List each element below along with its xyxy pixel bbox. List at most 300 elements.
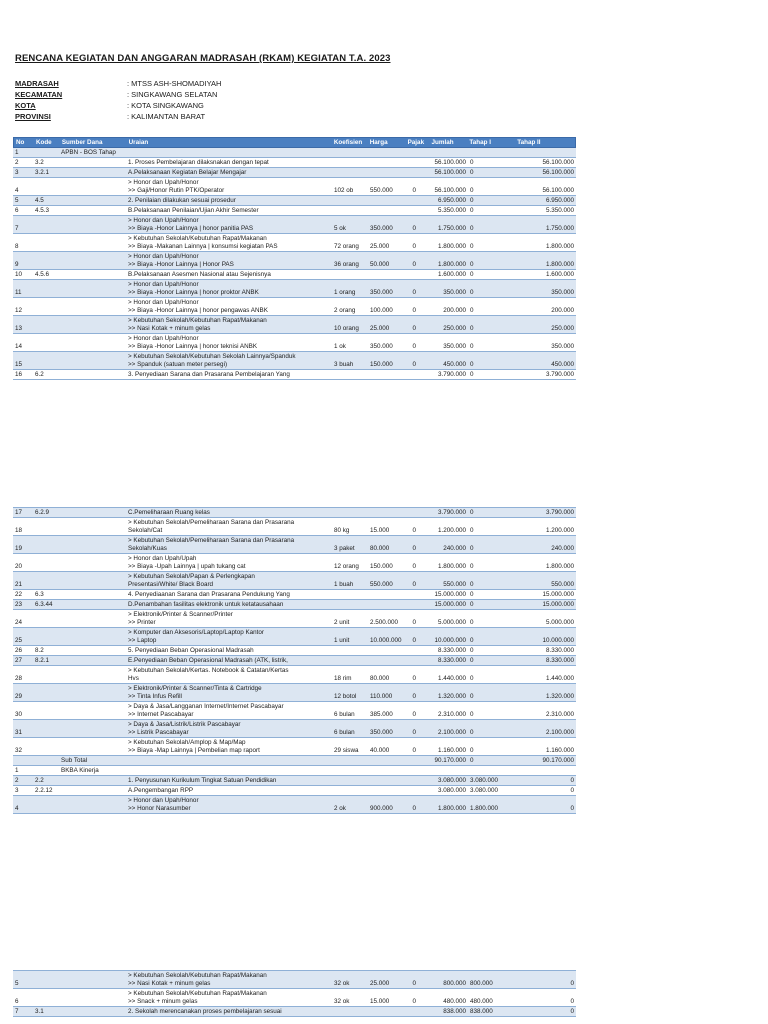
cell-kode: 6.2	[35, 371, 44, 378]
cell-pajak	[406, 508, 418, 517]
cell-sumber-dana	[59, 518, 126, 535]
cell-uraian	[126, 370, 332, 379]
cell-harga	[368, 766, 406, 775]
cell-koefisien: 29 siswa	[334, 747, 359, 754]
cell-koefisien	[332, 646, 368, 655]
cell-tahap-2	[516, 766, 576, 775]
cell-uraian	[126, 206, 332, 215]
cell-no: 12	[15, 307, 23, 314]
uraian-line: 1. Penyusunan Kurikulum Tingkat Satuan Pendidikan	[128, 777, 277, 784]
cell-jumlah: 6.950.000	[437, 197, 466, 204]
cell-uraian	[126, 270, 332, 279]
cell-tahap-1: 0	[470, 693, 474, 700]
cell-tahap-1: 0	[470, 361, 474, 368]
cell-koefisien	[332, 600, 368, 609]
cell-jumlah: 550.000	[443, 581, 466, 588]
cell-kode	[33, 536, 59, 553]
header-koefisien: Koefisien	[333, 139, 363, 146]
cell-uraian	[126, 216, 332, 233]
cell-jumlah: 3.080.000	[437, 787, 466, 794]
cell-harga	[368, 148, 406, 157]
uraian-line: Presentasi/White/ Black Board	[128, 581, 214, 588]
table-row	[13, 206, 576, 216]
cell-uraian	[126, 656, 332, 665]
cell-sumber-dana: BKBA Kinerja	[61, 767, 99, 774]
cell-jumlah: 56.100.000	[434, 187, 466, 194]
table-row	[13, 720, 576, 738]
cell-tahap-2: 56.100.000	[542, 169, 574, 176]
cell-jumlah: 90.170.000	[434, 757, 466, 764]
cell-tahap-2: 5.350.000	[545, 207, 574, 214]
uraian-line: > Elektronik/Printer & Scanner/Printer	[128, 611, 233, 618]
cell-uraian	[126, 572, 332, 589]
cell-harga: 550.000	[370, 187, 393, 194]
cell-harga	[368, 206, 406, 215]
uraian-line: > Kebutuhan Sekolah/Kertas. Notebook & Catatan/Kertas	[128, 667, 289, 674]
cell-no: 13	[15, 325, 23, 332]
cell-koefisien: 1 orang	[334, 289, 356, 296]
cell-tahap-2: 2.100.000	[545, 729, 574, 736]
cell-harga: 385.000	[370, 711, 393, 718]
cell-tahap-2	[516, 148, 576, 157]
cell-koefisien: 10 orang	[334, 325, 359, 332]
cell-sumber-dana	[59, 628, 126, 645]
cell-tahap-1: 0	[470, 307, 474, 314]
table-row	[13, 610, 576, 628]
cell-tahap-1: 0	[470, 581, 474, 588]
cell-pajak	[406, 646, 418, 655]
uraian-line: A.Pengembangan RPP	[128, 787, 194, 794]
cell-uraian	[126, 989, 332, 1006]
cell-tahap-1: 0	[470, 675, 474, 682]
cell-koefisien: 36 orang	[334, 261, 359, 268]
cell-tahap-1: 0	[470, 243, 474, 250]
cell-tahap-2: 1.750.000	[545, 225, 574, 232]
cell-tahap-1: 0	[470, 343, 474, 350]
cell-no: 29	[15, 693, 23, 700]
uraian-line: >> Tinta Infus Refill	[128, 693, 182, 700]
cell-tahap-1: 0	[470, 637, 474, 644]
cell-uraian	[126, 298, 332, 315]
cell-harga: 80.000	[370, 675, 390, 682]
cell-sumber-dana: APBN - BOS Tahap	[61, 149, 116, 156]
cell-tahap-1: 0	[470, 325, 474, 332]
cell-sumber-dana	[59, 796, 126, 813]
cell-jumlah: 3.790.000	[437, 509, 466, 516]
header-harga: Harga	[369, 139, 388, 146]
cell-pajak: 0	[412, 307, 416, 314]
cell-sumber-dana	[59, 206, 126, 215]
cell-harga: 900.000	[370, 805, 393, 812]
uraian-line: > Kebutuhan Sekolah/Kebutuhan Rapat/Makanan	[128, 990, 267, 997]
table-row	[13, 234, 576, 252]
cell-koefisien	[332, 590, 368, 599]
cell-harga: 80.000	[370, 545, 390, 552]
cell-tahap-1: 0	[470, 371, 474, 378]
table-row	[13, 168, 576, 178]
header-kode: Kode	[35, 139, 52, 146]
cell-sumber-dana	[59, 702, 126, 719]
cell-no: 23	[15, 601, 23, 608]
cell-jumlah: 1.800.000	[437, 261, 466, 268]
table-row	[13, 298, 576, 316]
cell-kode	[33, 554, 59, 571]
cell-harga	[368, 370, 406, 379]
cell-harga: 25.000	[370, 243, 390, 250]
cell-tahap-1: 0	[470, 591, 474, 598]
cell-tahap-1: 0	[470, 159, 474, 166]
cell-sumber-dana	[59, 370, 126, 379]
table-row	[13, 702, 576, 720]
cell-kode: 3.2	[35, 159, 44, 166]
cell-tahap-1	[468, 148, 516, 157]
cell-kode	[33, 216, 59, 233]
cell-pajak	[406, 656, 418, 665]
cell-tahap-2: 5.000.000	[545, 619, 574, 626]
budget-table-page-2	[13, 507, 576, 814]
cell-tahap-2: 0	[570, 805, 574, 812]
cell-kode	[33, 702, 59, 719]
table-row	[13, 600, 576, 610]
cell-tahap-1: 0	[470, 197, 474, 204]
cell-no: 9	[15, 261, 19, 268]
table-row	[13, 508, 576, 518]
cell-no: 3	[15, 787, 19, 794]
cell-pajak: 0	[412, 637, 416, 644]
cell-sumber-dana	[59, 666, 126, 683]
cell-kode	[33, 234, 59, 251]
uraian-line: > Daya & Jasa/Listrik/Listrik Pascabayar	[128, 721, 241, 728]
cell-kode: 4.5.3	[35, 207, 50, 214]
cell-uraian	[126, 196, 332, 205]
cell-harga: 40.000	[370, 747, 390, 754]
cell-kode	[33, 178, 59, 195]
cell-koefisien: 1 buah	[334, 581, 354, 588]
uraian-line: > Kebutuhan Sekolah/Pemeliharaan Sarana dan Prasarana	[128, 537, 295, 544]
cell-sumber-dana	[59, 334, 126, 351]
cell-koefisien: 2 unit	[334, 619, 350, 626]
cell-tahap-2: 350.000	[551, 289, 574, 296]
table-body	[13, 508, 576, 814]
cell-jumlah: 2.100.000	[437, 729, 466, 736]
cell-pajak: 0	[412, 361, 416, 368]
uraian-line: 4. Penyediaanan Sarana dan Prasarana Pendukung Yang	[128, 591, 290, 598]
cell-sumber-dana	[59, 280, 126, 297]
table-row	[13, 252, 576, 270]
cell-jumlah: 350.000	[443, 289, 466, 296]
cell-sumber-dana	[59, 178, 126, 195]
header-jumlah: Jumlah	[431, 139, 454, 146]
uraian-line: > Kebutuhan Sekolah/Kebutuhan Sekolah Lainnya/Spanduk	[128, 353, 296, 360]
document-title: RENCANA KEGIATAN DAN ANGGARAN MADRASAH (RKAM) KEGIATAN T.A. 2023	[15, 53, 391, 64]
cell-jumlah: 1.440.000	[437, 675, 466, 682]
cell-tahap-1: 0	[470, 647, 474, 654]
cell-tahap-1: 0	[470, 225, 474, 232]
cell-no: 30	[15, 711, 23, 718]
uraian-line: > Elektronik/Printer & Scanner/Tinta & Cartridge	[128, 685, 262, 692]
table-row	[13, 316, 576, 334]
uraian-line: B.Pelaksanaan Penilaian/Ujian Akhir Semester	[128, 207, 259, 214]
cell-koefisien: 12 orang	[334, 563, 359, 570]
cell-kode	[33, 352, 59, 369]
cell-tahap-1: 0	[470, 271, 474, 278]
cell-no: 8	[15, 243, 19, 250]
cell-koefisien: 102 ob	[334, 187, 354, 194]
cell-no: 21	[15, 581, 23, 588]
cell-pajak: 0	[412, 225, 416, 232]
meta-row-kecamatan	[15, 89, 221, 100]
cell-tahap-1: 0	[470, 207, 474, 214]
cell-kode	[33, 628, 59, 645]
cell-tahap-1: 0	[470, 545, 474, 552]
uraian-line: > Daya & Jasa/Langganan Internet/Internet Pascabayar	[128, 703, 284, 710]
meta-label: MADRASAH	[15, 79, 59, 88]
cell-harga	[368, 600, 406, 609]
cell-harga: 350.000	[370, 729, 393, 736]
cell-harga: 25.000	[370, 325, 390, 332]
cell-koefisien: 18 rim	[334, 675, 352, 682]
uraian-line: >> Snack + minum gelas	[128, 998, 198, 1005]
cell-pajak: 0	[412, 980, 416, 987]
cell-jumlah: 3.080.000	[437, 777, 466, 784]
cell-koefisien: 3 buah	[334, 361, 354, 368]
table-row	[13, 270, 576, 280]
cell-tahap-1: 0	[470, 729, 474, 736]
table-row	[13, 738, 576, 756]
table-row	[13, 148, 576, 158]
cell-pajak	[406, 600, 418, 609]
cell-uraian	[126, 178, 332, 195]
cell-kode	[33, 720, 59, 737]
cell-koefisien	[332, 370, 368, 379]
cell-jumlah: 1.750.000	[437, 225, 466, 232]
cell-tahap-2: 1.200.000	[545, 527, 574, 534]
table-row	[13, 158, 576, 168]
meta-label: KOTA	[15, 101, 36, 110]
uraian-line: D.Penambahan fasilitas elektronik untuk ketatausahaan	[128, 601, 284, 608]
meta-row-kota	[15, 100, 221, 111]
cell-jumlah: 1.600.000	[437, 271, 466, 278]
cell-koefisien	[332, 776, 368, 785]
meta-label: PROVINSI	[15, 112, 51, 121]
cell-sumber-dana	[59, 298, 126, 315]
cell-uraian	[126, 666, 332, 683]
cell-harga	[368, 270, 406, 279]
cell-harga	[368, 656, 406, 665]
cell-tahap-1: 838.000	[470, 1008, 493, 1015]
cell-pajak	[406, 590, 418, 599]
cell-tahap-1: 0	[470, 619, 474, 626]
cell-tahap-1: 3.080.000	[470, 787, 499, 794]
cell-tahap-2: 3.790.000	[545, 509, 574, 516]
cell-no	[13, 756, 33, 765]
cell-pajak	[406, 270, 418, 279]
uraian-line: >> Honor Narasumber	[128, 805, 191, 812]
cell-uraian	[126, 280, 332, 297]
cell-pajak: 0	[412, 563, 416, 570]
cell-tahap-1: 0	[470, 509, 474, 516]
cell-no: 25	[15, 637, 23, 644]
cell-no: 6	[15, 998, 19, 1005]
cell-koefisien	[332, 158, 368, 167]
cell-no: 10	[15, 271, 23, 278]
table-row	[13, 989, 576, 1007]
cell-no: 2	[15, 159, 19, 166]
cell-tahap-2: 0	[570, 787, 574, 794]
cell-tahap-2: 350.000	[551, 343, 574, 350]
cell-pajak: 0	[412, 805, 416, 812]
cell-jumlah: 8.330.000	[437, 657, 466, 664]
uraian-line: >> Nasi Kotak + minum gelas	[128, 980, 211, 987]
cell-jumlah: 8.330.000	[437, 647, 466, 654]
cell-tahap-2: 6.950.000	[545, 197, 574, 204]
cell-uraian	[126, 536, 332, 553]
cell-jumlah: 56.100.000	[434, 169, 466, 176]
uraian-line: > Kebutuhan Sekolah/Kebutuhan Rapat/Makanan	[128, 235, 267, 242]
cell-no: 7	[15, 1008, 19, 1015]
cell-tahap-1: 0	[470, 757, 474, 764]
cell-pajak	[406, 196, 418, 205]
cell-pajak	[406, 1007, 418, 1016]
cell-pajak: 0	[412, 527, 416, 534]
cell-harga: 110.000	[370, 693, 393, 700]
cell-jumlah: 5.350.000	[437, 207, 466, 214]
table-row	[13, 196, 576, 206]
cell-kode	[33, 684, 59, 701]
cell-pajak	[406, 158, 418, 167]
cell-koefisien: 32 ok	[334, 998, 350, 1005]
cell-jumlah: 200.000	[443, 307, 466, 314]
cell-sumber-dana	[59, 352, 126, 369]
uraian-line: >> Biaya -Honor Lainnya | honor panitia PAS	[128, 225, 254, 232]
cell-harga: 100.000	[370, 307, 393, 314]
cell-pajak: 0	[412, 729, 416, 736]
table-row	[13, 370, 576, 380]
cell-pajak	[406, 776, 418, 785]
cell-harga	[368, 196, 406, 205]
cell-harga: 150.000	[370, 361, 393, 368]
cell-harga: 10.000.000	[370, 637, 402, 644]
header-sumber-dana: Sumber Dana	[61, 139, 103, 146]
uraian-line: > Kebutuhan Sekolah/Pemeliharaan Sarana dan Prasarana	[128, 519, 295, 526]
cell-jumlah: 56.100.000	[434, 159, 466, 166]
cell-tahap-2: 8.330.000	[545, 657, 574, 664]
meta-row-provinsi	[15, 111, 221, 122]
cell-koefisien	[332, 168, 368, 177]
cell-koefisien	[332, 148, 368, 157]
uraian-line: > Kebutuhan Sekolah/Kebutuhan Rapat/Makanan	[128, 317, 267, 324]
cell-sumber-dana	[59, 786, 126, 795]
uraian-line: >> Biaya -Map Lainnya | Pembelian map raport	[128, 747, 260, 754]
cell-tahap-2: 550.000	[551, 581, 574, 588]
cell-no: 14	[15, 343, 23, 350]
cell-harga: 50.000	[370, 261, 390, 268]
cell-sumber-dana	[59, 656, 126, 665]
cell-koefisien: 12 botol	[334, 693, 357, 700]
cell-tahap-2: 0	[570, 998, 574, 1005]
table-row	[13, 656, 576, 666]
cell-tahap-2: 0	[570, 777, 574, 784]
header-uraian: Uraian	[128, 139, 149, 146]
uraian-line: >> Nasi Kotak + minum gelas	[128, 325, 211, 332]
uraian-line: >> Laptop	[128, 637, 157, 644]
cell-kode: 4.5.6	[35, 271, 50, 278]
table-row	[13, 572, 576, 590]
uraian-line: Sekolah/Kuas	[128, 545, 167, 552]
uraian-line: > Honor dan Upah/Honor	[128, 253, 199, 260]
cell-tahap-2: 10.000.000	[542, 637, 574, 644]
cell-uraian	[126, 702, 332, 719]
cell-no: 32	[15, 747, 23, 754]
table-row	[13, 536, 576, 554]
cell-harga	[368, 646, 406, 655]
cell-harga: 2.500.000	[370, 619, 399, 626]
cell-pajak: 0	[412, 581, 416, 588]
table-row	[13, 666, 576, 684]
cell-koefisien: 32 ok	[334, 980, 350, 987]
cell-kode	[33, 796, 59, 813]
cell-tahap-1: 0	[470, 169, 474, 176]
cell-kode	[33, 334, 59, 351]
cell-no: 28	[15, 675, 23, 682]
budget-table-page-1	[13, 137, 576, 380]
cell-no: 1	[15, 149, 19, 156]
cell-uraian	[126, 590, 332, 599]
cell-sumber-dana	[59, 738, 126, 755]
cell-pajak: 0	[412, 187, 416, 194]
table-row	[13, 646, 576, 656]
cell-harga	[368, 756, 406, 765]
cell-jumlah: 1.800.000	[437, 805, 466, 812]
uraian-line: > Honor dan Upah/Honor	[128, 281, 199, 288]
table-row	[13, 1007, 576, 1017]
cell-jumlah: 800.000	[443, 980, 466, 987]
cell-uraian	[126, 720, 332, 737]
cell-sumber-dana	[59, 554, 126, 571]
uraian-line: > Honor dan Upah/Honor	[128, 217, 199, 224]
header-no: No	[16, 139, 25, 146]
table-row	[13, 766, 576, 776]
cell-koefisien: 2 orang	[334, 307, 356, 314]
cell-sumber-dana	[59, 168, 126, 177]
cell-no: 31	[15, 729, 23, 736]
cell-koefisien	[332, 656, 368, 665]
cell-tahap-2: 200.000	[551, 307, 574, 314]
cell-harga	[368, 590, 406, 599]
cell-jumlah	[418, 766, 468, 775]
cell-pajak: 0	[412, 998, 416, 1005]
uraian-line: > Komputer dan Aksesoris/Laptop/Laptop Kantor	[128, 629, 264, 636]
uraian-line: 1. Proses Pembelajaran dilaksnakan dengan tepat	[128, 159, 269, 166]
cell-koefisien: 5 ok	[334, 225, 346, 232]
cell-uraian	[126, 684, 332, 701]
cell-uraian	[126, 776, 332, 785]
uraian-line: > Honor dan Upah/Honor	[128, 179, 199, 186]
cell-tahap-2: 15.000.000	[542, 591, 574, 598]
cell-uraian	[126, 756, 332, 765]
cell-pajak: 0	[412, 261, 416, 268]
cell-uraian	[126, 628, 332, 645]
cell-pajak: 0	[412, 343, 416, 350]
cell-pajak: 0	[412, 545, 416, 552]
cell-tahap-2: 1.800.000	[545, 243, 574, 250]
cell-koefisien: 6 bulan	[334, 711, 355, 718]
cell-tahap-1: 0	[470, 563, 474, 570]
cell-pajak: 0	[412, 675, 416, 682]
cell-jumlah: 1.800.000	[437, 243, 466, 250]
cell-harga: 150.000	[370, 563, 393, 570]
cell-uraian	[126, 334, 332, 351]
